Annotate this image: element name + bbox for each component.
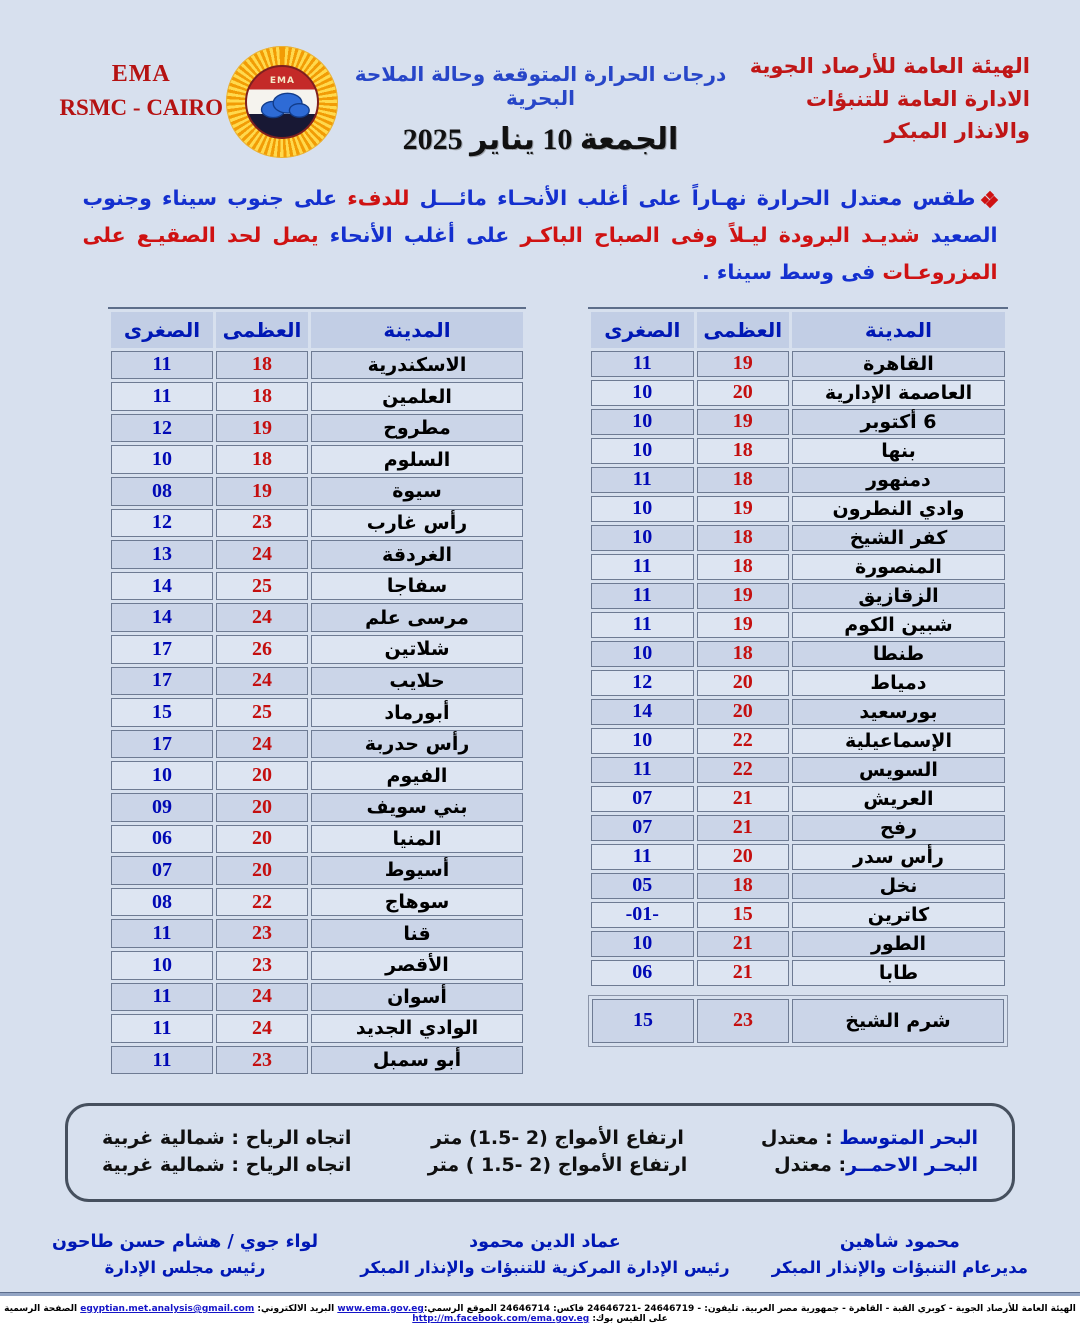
mediterranean-state-value: : معتدل bbox=[760, 1127, 840, 1150]
max-cell: 20 bbox=[697, 380, 789, 406]
city-cell: الغردقة bbox=[311, 540, 523, 569]
city-cell: قنا bbox=[311, 919, 523, 948]
min-cell: 11 bbox=[591, 844, 694, 870]
max-cell: 18 bbox=[697, 641, 789, 667]
text-segment: فى وسط سيناء . bbox=[701, 259, 876, 284]
red-sea-state bbox=[728, 1154, 978, 1176]
red-sea-state-value: : معتدل bbox=[774, 1154, 847, 1177]
city-cell: رأس حدربة bbox=[311, 730, 523, 759]
text-segment: الصفحة الرسمية على الفيس بوك: bbox=[4, 1304, 668, 1324]
table-row bbox=[591, 438, 1005, 464]
table-row bbox=[111, 509, 523, 538]
min-cell: 08 bbox=[111, 888, 213, 917]
column-header-min: الصغرى bbox=[591, 312, 694, 348]
max-cell: 20 bbox=[697, 670, 789, 696]
city-cell: الأقصر bbox=[311, 951, 523, 980]
logo-flag-circle bbox=[245, 65, 319, 139]
min-cell: 11 bbox=[111, 1046, 213, 1075]
text-segment: على أغلب الأنحاء bbox=[318, 222, 510, 247]
min-cell: 14 bbox=[111, 572, 213, 601]
city-cell: رفح bbox=[792, 815, 1005, 841]
table-row bbox=[591, 728, 1005, 754]
table-row bbox=[111, 856, 523, 885]
max-cell: 20 bbox=[697, 844, 789, 870]
table-row bbox=[111, 1046, 523, 1075]
min-cell: 10 bbox=[591, 728, 694, 754]
city-cell: مرسى علم bbox=[311, 603, 523, 632]
max-cell: 22 bbox=[697, 728, 789, 754]
max-cell: 19 bbox=[216, 477, 308, 506]
contact-link[interactable]: egyptian.met.analysis@gmail.com bbox=[80, 1304, 255, 1314]
org-name-line1: الهيئة العامة للأرصاد الجوية bbox=[749, 54, 1030, 78]
min-cell: 07 bbox=[591, 786, 694, 812]
table-row bbox=[111, 730, 523, 759]
city-cell: دمياط bbox=[792, 670, 1005, 696]
signature-title: رئيس الإدارة المركزية للتنبؤات والإنذار المبكر bbox=[360, 1258, 730, 1278]
table-row bbox=[591, 844, 1005, 870]
city-cell: وادي النطرون bbox=[792, 496, 1005, 522]
min-cell: 15 bbox=[111, 698, 213, 727]
table-row bbox=[111, 351, 523, 380]
max-cell: 19 bbox=[216, 414, 308, 443]
table-row bbox=[591, 873, 1005, 899]
city-cell: الوادي الجديد bbox=[311, 1014, 523, 1043]
city-cell: مطروح bbox=[311, 414, 523, 443]
city-cell: العلمين bbox=[311, 382, 523, 411]
max-cell: 15 bbox=[697, 902, 789, 928]
max-cell: 22 bbox=[216, 888, 308, 917]
max-cell: 23 bbox=[697, 999, 789, 1043]
city-cell: الفيوم bbox=[311, 761, 523, 790]
temperature-table-cairo-delta-sinai bbox=[588, 307, 1008, 989]
min-cell: 11 bbox=[111, 382, 213, 411]
min-cell: 14 bbox=[591, 699, 694, 725]
min-cell: -01- bbox=[591, 902, 694, 928]
max-cell: 23 bbox=[216, 1046, 308, 1075]
table-row bbox=[591, 467, 1005, 493]
table-row bbox=[111, 414, 523, 443]
bulletin-title: درجات الحرارة المتوقعة وحالة الملاحة البحرية bbox=[354, 62, 727, 110]
city-cell: أسوان bbox=[311, 983, 523, 1012]
city-cell: كفر الشيخ bbox=[792, 525, 1005, 551]
city-cell: المنصورة bbox=[792, 554, 1005, 580]
max-cell: 19 bbox=[697, 409, 789, 435]
city-cell: الاسكندرية bbox=[311, 351, 523, 380]
min-cell: 10 bbox=[591, 496, 694, 522]
city-cell: العريش bbox=[792, 786, 1005, 812]
red-sea-wave-height bbox=[387, 1154, 728, 1176]
header bbox=[0, 0, 1080, 158]
max-cell: 24 bbox=[216, 667, 308, 696]
min-cell: 07 bbox=[111, 856, 213, 885]
min-cell: 10 bbox=[591, 409, 694, 435]
city-cell: رأس سدر bbox=[792, 844, 1005, 870]
logo-ema-text: EMA bbox=[269, 76, 295, 86]
table-row bbox=[591, 380, 1005, 406]
table-row bbox=[591, 902, 1005, 928]
wave-unit: متر bbox=[431, 1127, 463, 1150]
text-segment: الهيئة العامة للأرصاد الجوية - كوبري القبة - القاهرة - جمهورية مصر العربية. تليفون: - 24646719 -24646721 فاكس: 24646714 الموقع الرسمي: bbox=[423, 1304, 1076, 1314]
mediterranean-wind-direction: اتجاه الرياح : شمالية غربية bbox=[102, 1127, 352, 1150]
column-header-city: المدينة bbox=[792, 312, 1005, 348]
max-cell: 25 bbox=[216, 572, 308, 601]
max-cell: 18 bbox=[216, 382, 308, 411]
max-cell: 18 bbox=[697, 554, 789, 580]
signature-title: مديرعام التنبؤات والإنذار المبكر bbox=[771, 1258, 1028, 1278]
city-cell: السلوم bbox=[311, 445, 523, 474]
city-cell: الإسماعيلية bbox=[792, 728, 1005, 754]
min-cell: 11 bbox=[591, 467, 694, 493]
table-row bbox=[111, 951, 523, 980]
max-cell: 18 bbox=[697, 438, 789, 464]
table-row bbox=[591, 496, 1005, 522]
table-header-row bbox=[111, 312, 523, 348]
table-row bbox=[111, 635, 523, 664]
min-cell: 10 bbox=[591, 438, 694, 464]
table-row bbox=[591, 525, 1005, 551]
signature-name: محمود شاهين bbox=[839, 1232, 960, 1253]
table-row bbox=[591, 641, 1005, 667]
max-cell: 21 bbox=[697, 786, 789, 812]
city-cell: دمنهور bbox=[792, 467, 1005, 493]
city-cell: أسيوط bbox=[311, 856, 523, 885]
signature-title: رئيس مجلس الإدارة bbox=[104, 1258, 266, 1278]
table-row bbox=[111, 603, 523, 632]
city-cell: الطور bbox=[792, 931, 1005, 957]
city-cell: أبو سمبل bbox=[311, 1046, 523, 1075]
city-cell: بورسعيد bbox=[792, 699, 1005, 725]
table-row bbox=[591, 612, 1005, 638]
table-row bbox=[111, 572, 523, 601]
max-cell: 24 bbox=[216, 540, 308, 569]
city-cell: القاهرة bbox=[792, 351, 1005, 377]
max-cell: 19 bbox=[697, 583, 789, 609]
temperature-tables bbox=[0, 307, 1080, 1078]
signature-name: لواء جوي / هشام حسن طاحون bbox=[52, 1232, 319, 1253]
max-cell: 26 bbox=[216, 635, 308, 664]
min-cell: 17 bbox=[111, 667, 213, 696]
text-segment: البريد الالكتروني: bbox=[254, 1304, 338, 1314]
mediterranean-row bbox=[102, 1127, 978, 1149]
weather-summary-paragraph bbox=[83, 180, 998, 291]
min-cell: 11 bbox=[591, 351, 694, 377]
max-cell: 23 bbox=[216, 919, 308, 948]
column-header-min: الصغرى bbox=[111, 312, 213, 348]
table-row bbox=[111, 793, 523, 822]
marine-conditions-box bbox=[65, 1103, 1015, 1202]
mediterranean-state bbox=[728, 1127, 978, 1149]
min-cell: 11 bbox=[591, 612, 694, 638]
temperature-table-coast-upper-egypt bbox=[108, 307, 526, 1078]
wave-label: ارتفاع الأمواج bbox=[557, 1154, 688, 1177]
table-row bbox=[111, 698, 523, 727]
min-cell: 12 bbox=[111, 509, 213, 538]
bulletin-date: الجمعة 10 يناير 2025 bbox=[402, 123, 679, 156]
city-cell: السويس bbox=[792, 757, 1005, 783]
signature-central-admin-head bbox=[360, 1232, 729, 1277]
max-cell: 22 bbox=[697, 757, 789, 783]
city-cell: كاترين bbox=[792, 902, 1005, 928]
table-row bbox=[591, 931, 1005, 957]
city-cell: 6 أكتوبر bbox=[792, 409, 1005, 435]
min-cell: 11 bbox=[111, 919, 213, 948]
min-cell: 17 bbox=[111, 635, 213, 664]
ema-rsmc-label bbox=[58, 58, 224, 124]
text-segment: يصل لحد الصقيـع على المزروعـات bbox=[82, 222, 998, 284]
max-cell: 21 bbox=[697, 931, 789, 957]
max-cell: 24 bbox=[216, 730, 308, 759]
table-row bbox=[111, 761, 523, 790]
min-cell: 12 bbox=[111, 414, 213, 443]
min-cell: 14 bbox=[111, 603, 213, 632]
contact-link[interactable]: http://m.facebook.com/ema.gov.eg bbox=[412, 1314, 590, 1324]
city-cell: الزقازيق bbox=[792, 583, 1005, 609]
table-row bbox=[591, 786, 1005, 812]
temperature-table-sharm bbox=[588, 995, 1008, 1047]
city-cell: العاصمة الإدارية bbox=[792, 380, 1005, 406]
table-row bbox=[111, 983, 523, 1012]
text-segment: طقس معتدل الحرارة نهـاراً على أغلب الأنحـاء مائـــل bbox=[409, 186, 976, 210]
wave-label: ارتفاع الأمواج bbox=[554, 1127, 684, 1150]
min-cell: 05 bbox=[591, 873, 694, 899]
min-cell: 11 bbox=[111, 351, 213, 380]
city-cell: طابا bbox=[792, 960, 1005, 986]
table-row bbox=[111, 825, 523, 854]
max-cell: 21 bbox=[697, 815, 789, 841]
table-row bbox=[111, 540, 523, 569]
summary-text bbox=[83, 186, 998, 284]
max-cell: 19 bbox=[697, 496, 789, 522]
organization-names bbox=[737, 50, 1030, 148]
max-cell: 18 bbox=[216, 351, 308, 380]
table-row bbox=[111, 382, 523, 411]
table-row bbox=[111, 888, 523, 917]
table-row bbox=[111, 477, 523, 506]
mediterranean-label: البحر المتوسط bbox=[839, 1127, 978, 1150]
table-row bbox=[591, 960, 1005, 986]
min-cell: 10 bbox=[591, 641, 694, 667]
max-cell: 19 bbox=[697, 612, 789, 638]
red-sea-wind-direction: اتجاه الرياح : شمالية غربية bbox=[102, 1154, 352, 1177]
west-table-column bbox=[108, 307, 526, 1078]
min-cell: 11 bbox=[111, 983, 213, 1012]
max-cell: 19 bbox=[697, 351, 789, 377]
signatures bbox=[0, 1232, 1080, 1277]
city-cell: نخل bbox=[792, 873, 1005, 899]
min-cell: 10 bbox=[111, 951, 213, 980]
contact-footer bbox=[0, 1296, 1080, 1324]
table-row bbox=[591, 554, 1005, 580]
table-row bbox=[591, 815, 1005, 841]
title-block bbox=[344, 62, 736, 157]
diamond-bullet-icon bbox=[982, 192, 997, 207]
ema-label: EMA bbox=[111, 61, 171, 87]
max-cell: 20 bbox=[216, 856, 308, 885]
text-segment: على جنوب سيناء وجنوب الصعيد bbox=[82, 186, 998, 247]
table-row bbox=[111, 1014, 523, 1043]
wave-range: ( 1.5- 2) bbox=[465, 1154, 552, 1177]
city-cell: سوهاج bbox=[311, 888, 523, 917]
table-row bbox=[592, 999, 1004, 1043]
max-cell: 18 bbox=[697, 525, 789, 551]
rsmc-cairo-label: RSMC - CAIRO bbox=[59, 94, 223, 120]
max-cell: 24 bbox=[216, 1014, 308, 1043]
min-cell: 07 bbox=[591, 815, 694, 841]
max-cell: 18 bbox=[697, 467, 789, 493]
min-cell: 15 bbox=[592, 999, 694, 1043]
city-cell: بنها bbox=[792, 438, 1005, 464]
max-cell: 23 bbox=[216, 951, 308, 980]
table-row bbox=[591, 583, 1005, 609]
city-cell: رأس غارب bbox=[311, 509, 523, 538]
city-cell: المنيا bbox=[311, 825, 523, 854]
column-header-max: العظمى bbox=[216, 312, 308, 348]
min-cell: 11 bbox=[111, 1014, 213, 1043]
ema-sun-logo-icon bbox=[226, 46, 338, 158]
min-cell: 13 bbox=[111, 540, 213, 569]
red-sea-row bbox=[102, 1154, 978, 1176]
max-cell: 21 bbox=[697, 960, 789, 986]
wave-unit: متر bbox=[427, 1154, 460, 1177]
table-row bbox=[591, 409, 1005, 435]
column-header-city: المدينة bbox=[311, 312, 523, 348]
contact-link[interactable]: www.ema.gov.eg bbox=[337, 1304, 424, 1314]
min-cell: 09 bbox=[111, 793, 213, 822]
min-cell: 11 bbox=[591, 583, 694, 609]
min-cell: 10 bbox=[591, 380, 694, 406]
footer-divider bbox=[0, 1292, 1080, 1296]
table-row bbox=[591, 757, 1005, 783]
min-cell: 06 bbox=[111, 825, 213, 854]
column-header-max: العظمى bbox=[697, 312, 789, 348]
min-cell: 11 bbox=[591, 757, 694, 783]
max-cell: 23 bbox=[216, 509, 308, 538]
max-cell: 24 bbox=[216, 983, 308, 1012]
mediterranean-wave-height bbox=[387, 1127, 728, 1149]
signature-name: عماد الدين محمود bbox=[469, 1232, 621, 1253]
table-row bbox=[591, 699, 1005, 725]
max-cell: 20 bbox=[216, 793, 308, 822]
city-cell: أبورماد bbox=[311, 698, 523, 727]
text-segment: للدفء bbox=[347, 186, 410, 210]
city-cell: طنطا bbox=[792, 641, 1005, 667]
table-row bbox=[591, 670, 1005, 696]
city-cell: حلايب bbox=[311, 667, 523, 696]
max-cell: 25 bbox=[216, 698, 308, 727]
text-segment: شديـد البرودة ليـلاً وفى الصباح الباكـر bbox=[509, 222, 920, 247]
min-cell: 08 bbox=[111, 477, 213, 506]
signature-forecast-director bbox=[772, 1232, 1028, 1277]
city-cell: سيوة bbox=[311, 477, 523, 506]
city-cell: شلاتين bbox=[311, 635, 523, 664]
min-cell: 06 bbox=[591, 960, 694, 986]
table-row bbox=[591, 351, 1005, 377]
min-cell: 12 bbox=[591, 670, 694, 696]
org-name-line2: الادارة العامة للتنبؤات والانذار المبكر bbox=[805, 86, 1030, 144]
max-cell: 18 bbox=[216, 445, 308, 474]
max-cell: 20 bbox=[697, 699, 789, 725]
max-cell: 20 bbox=[216, 825, 308, 854]
min-cell: 10 bbox=[111, 445, 213, 474]
min-cell: 11 bbox=[591, 554, 694, 580]
wave-range: (1.5- 2) bbox=[469, 1127, 548, 1150]
east-table-column bbox=[588, 307, 1008, 1047]
cloud-icon bbox=[254, 87, 314, 123]
max-cell: 24 bbox=[216, 603, 308, 632]
min-cell: 10 bbox=[591, 931, 694, 957]
min-cell: 17 bbox=[111, 730, 213, 759]
table-row bbox=[111, 445, 523, 474]
table-row bbox=[111, 667, 523, 696]
red-sea-label: البحـر الاحمــر bbox=[846, 1154, 978, 1177]
city-cell: شرم الشيخ bbox=[792, 999, 1004, 1043]
max-cell: 20 bbox=[216, 761, 308, 790]
signature-board-chairman bbox=[52, 1232, 318, 1277]
city-cell: بني سويف bbox=[311, 793, 523, 822]
min-cell: 10 bbox=[591, 525, 694, 551]
min-cell: 10 bbox=[111, 761, 213, 790]
max-cell: 18 bbox=[697, 873, 789, 899]
city-cell: شبين الكوم bbox=[792, 612, 1005, 638]
table-row bbox=[111, 919, 523, 948]
city-cell: سفاجا bbox=[311, 572, 523, 601]
table-header-row bbox=[591, 312, 1005, 348]
